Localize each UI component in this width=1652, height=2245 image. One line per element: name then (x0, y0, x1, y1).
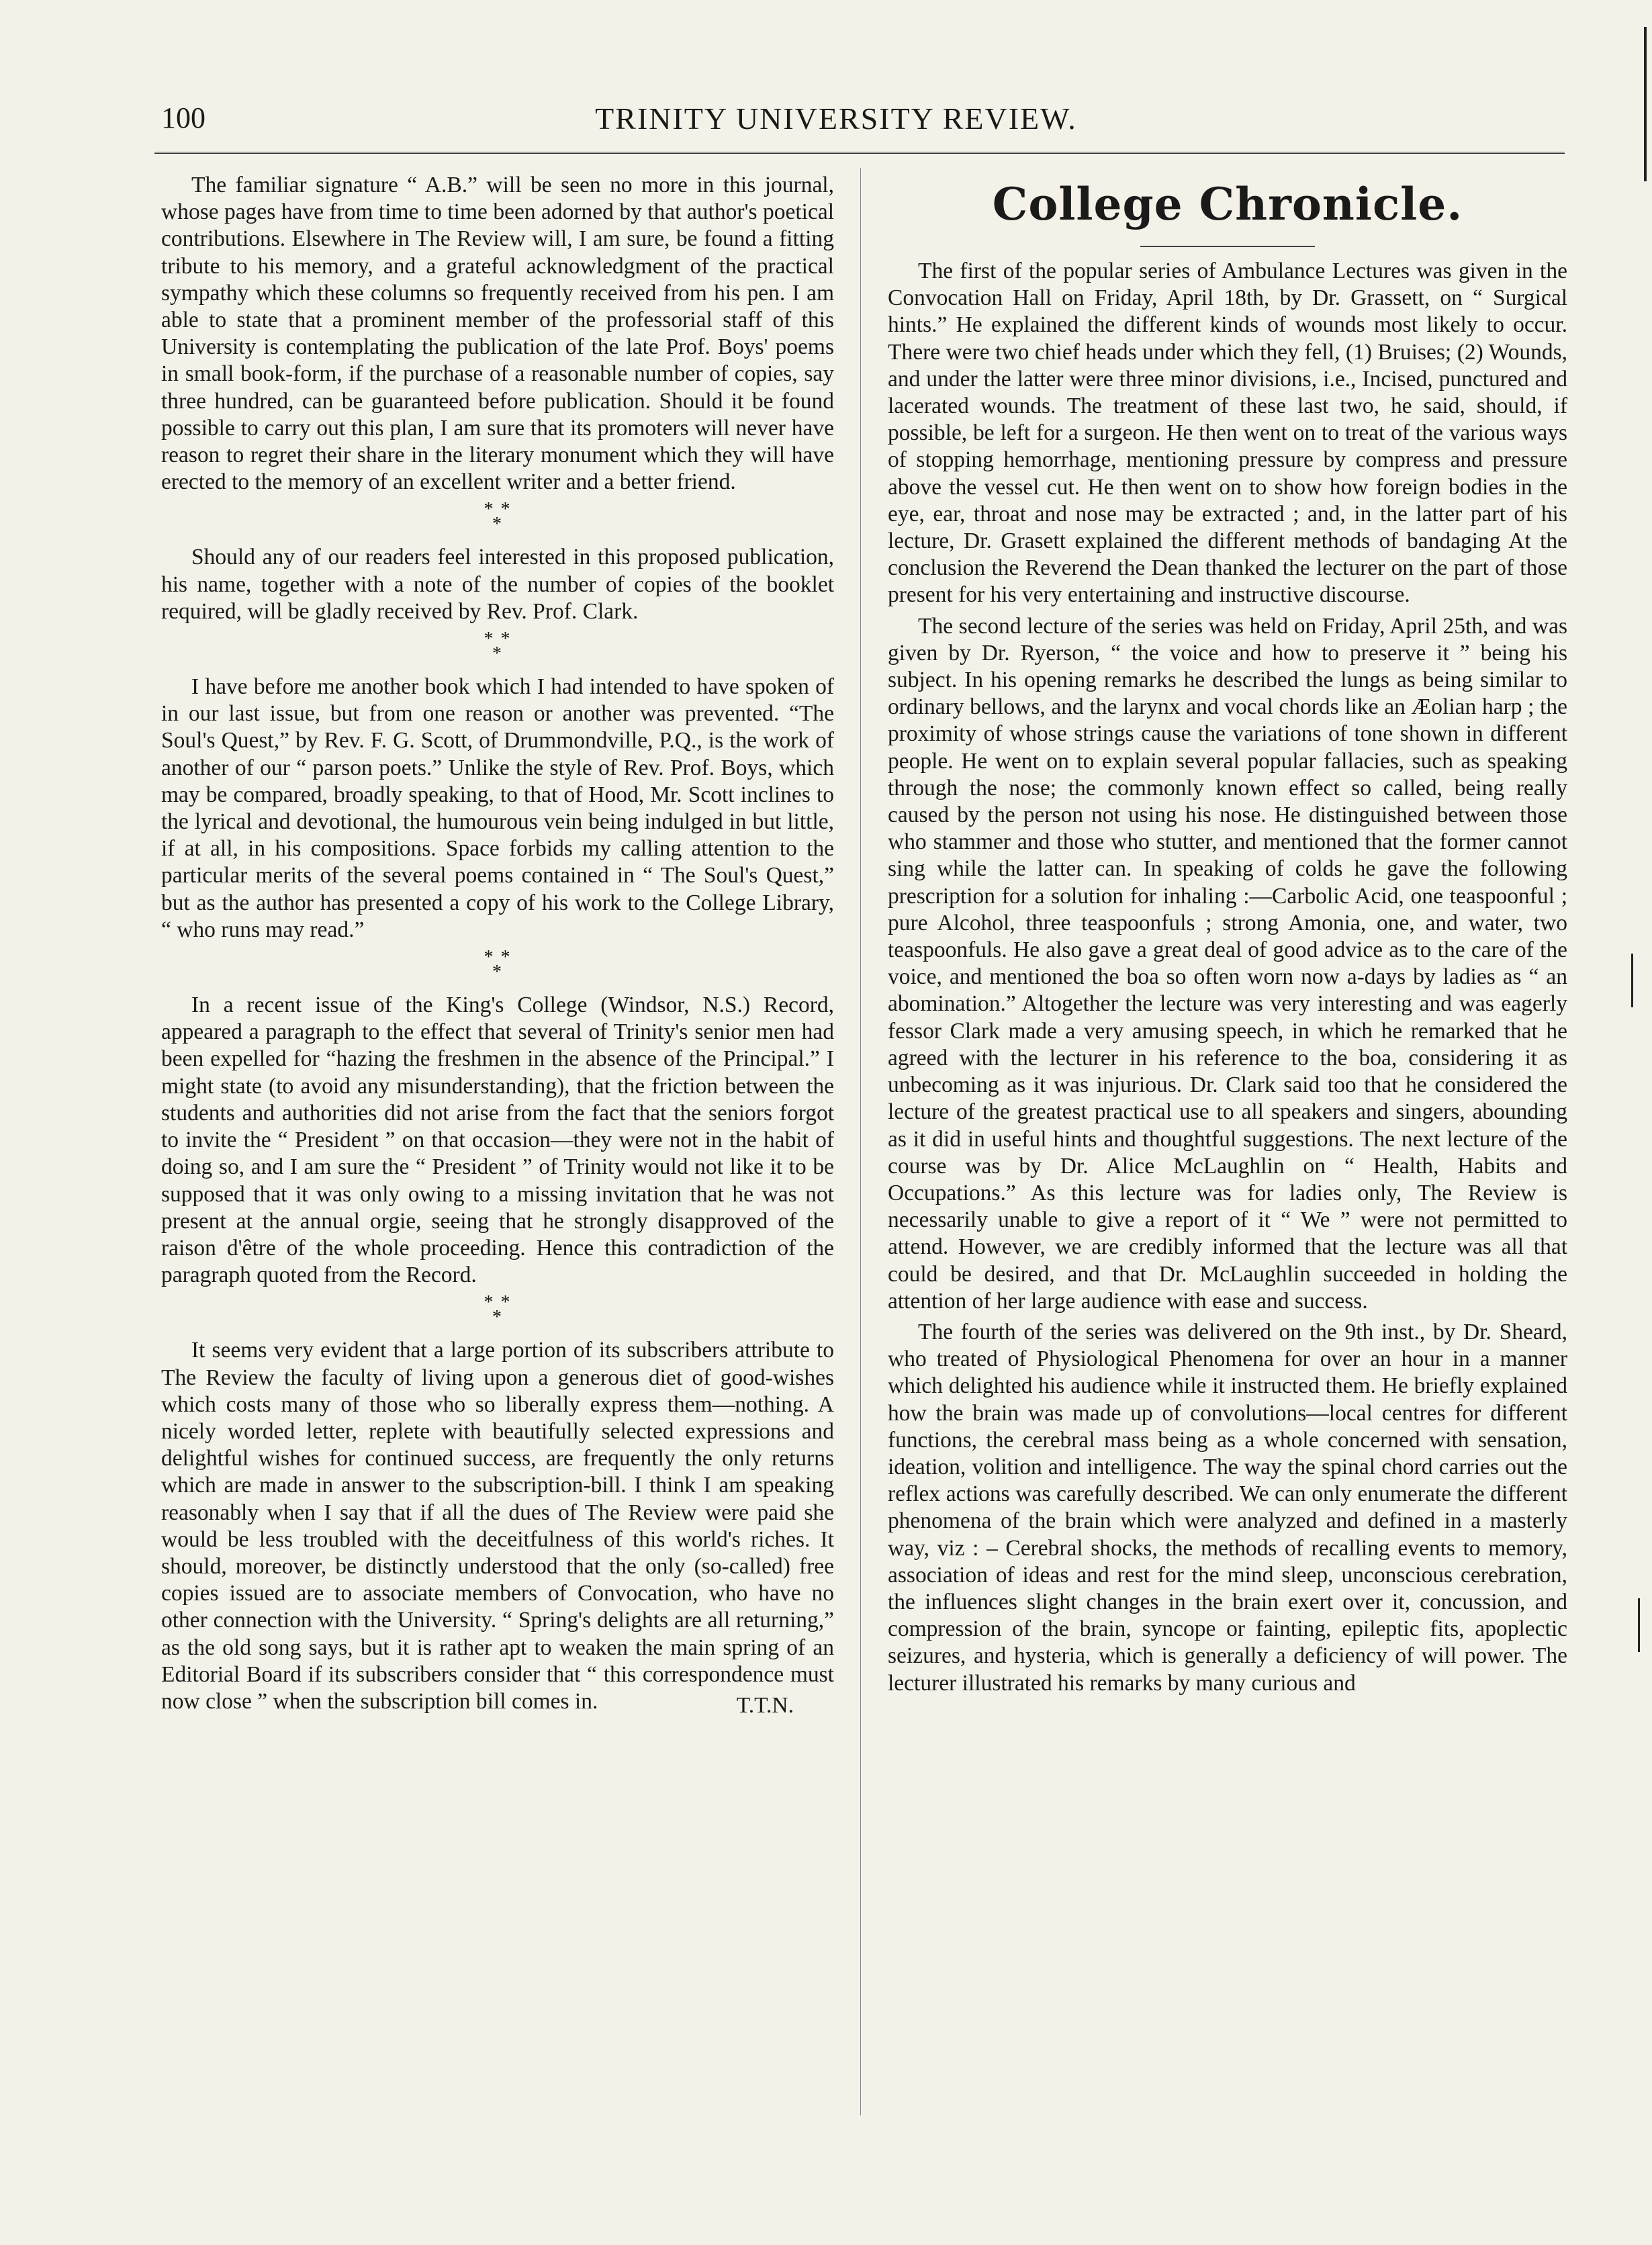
chronicle-paragraph: The fourth of the series was delivered on the 9th inst., by Dr. Sheard, who treated of Physiological Phenomena for over an hour in a manner which delighted his audience while it instructed them. He briefly explained how the brain was made up of convolutions—local centres for different functions, the cerebral mass being as a whole concerned with sensation, ideation, volition and intelligence. The way the spinal chord carries out the reflex actions was carefully described. We can only enumerate the different phenomena of the brain which were analyzed and defined in a masterly way, viz : – Cerebral shocks, the methods of recalling events to memory, association of ideas and rest for the mind sleep, unconscious cerebration, the influences slight changes in the brain exert over it, concussion, and compression of the brain, syncope or fainting, epileptic fits, apoplectic seizures, and hysteria, which is generally a deficiency of will power. The lecturer illustrated his remarks by many curious and (888, 1319, 1567, 1696)
editorial-paragraph: It seems very evident that a large portion of its subscribers attribute to The Review the faculty of living upon a generous diet of good-wishes which costs many of those who so liberally express them—nothing. A nicely worded letter, replete with beautifully selected expressions and delightful wishes for continued success, are frequently the only returns which are made in answer to the subscription-bill. I think I am speaking reasonably when I say that if all the dues of The Review were paid she would be less troubled with the deceitfulness of this world's riches. It should, moreover, be distinctly understood that the only (so-called) free copies issued are to associate members of Convocation, who have no other connection with the University. “ Spring's delights are all returning,” as the old song says, but it is rather apt to weaken the main spring of an Editorial Board if its subscribers consider that “ this correspondence must now close ” when the subscription bill comes in. (161, 1338, 834, 1714)
column-divider (860, 168, 861, 2115)
section-separator: * * * (484, 1292, 512, 1328)
running-title: TRINITY UNIVERSITY REVIEW. (595, 101, 1077, 136)
chronicle-paragraph: The first of the popular series of Ambulance Lectures was given in the Convocation Hall on Friday, April 18th, by Dr. Grassett, on “ Surgical hints.” He explained the different kinds of wounds most likely to occur. There were two chief heads under which they fell, (1) Bruises; (2) Wounds, and under the latter were three minor divisions, i.e., Incised, punctured and lacerated wounds. The treatment of these last two, he said, should, if possible, be left for a surgeon. He then went on to treat of the various ways of stopping hemorrhage, mentioning pressure by compress and pressure above the vessel cut. He then went on to show how foreign bodies in the eye, ear, throat and nose may be extracted ; and, in the latter part of his lecture, Dr. Grasett explained the different methods of bandaging At the conclusion the Reverend the Dean thanked the lecturer on the part of those present for his very entertaining and instructive discourse. (888, 259, 1567, 608)
section-separator: * * * (484, 947, 512, 983)
left-column (161, 172, 834, 1719)
chronicle-paragraph: The second lecture of the series was held on Friday, April 25th, and was given by Dr. Ryerson, “ the voice and how to preserve it ” being his subject. In his opening remarks he described the lungs as being similar to ordinary bellows, and the larynx and vocal chords like an Æolian harp ; the proximity of whose strings cause the variations of tone shown in different people. He went on to explain several popular fallacies, such as speaking through the nose; the commonly known effect so called, being really caused by the person not using his nose. He distinguished between those who stammer and those who stutter, and mentioned that the former cannot sing while the latter can. In speaking of colds he gave the following prescription for a solution for inhaling :—Carbolic Acid, one teaspoonful ; pure Alcohol, three teaspoonfuls ; strong Amonia, one, and water, two teaspoonfuls. He also gave a great deal of good advice as to the care of the voice, and mentioned the boa so often worn now a-days by ladies as “ an abomination.” Altogether the lecture was very interesting and was eagerly fessor Clark made a very amusing speech, in which he remarked that he agreed with the lecturer in his reference to the boa, considering it as unbecoming as it was injurious. Dr. Clark said too that he considered the lecture of the greatest practical use to all speakers and singers, abounding as it did in useful hints and thoughtful suggestions. The next lecture of the course was by Dr. Alice McLaughlin on “ Health, Habits and Occupations.” As this lecture was for ladies only, The Review is necessarily unable to give a report of it “ We ” were not permitted to attend. However, we are credibly informed that the lecture was all that could be desired, and that Dr. McLaughlin succeeded in holding the attention of her large audience with ease and success. (888, 613, 1567, 1314)
editorial-paragraph: I have before me another book which I had intended to have spoken of in our last issue, but from one reason or another was prevented. “The Soul's Quest,” by Rev. F. G. Scott, of Drummondville, P.Q., is the work of another of our “ parson poets.” Unlike the style of Rev. Prof. Boys, which may be compared, broadly speaking, to that of Hood, Mr. Scott inclines to the lyrical and devotional, the humourous vein being indulged in but little, if at all, in his compositions. Space forbids my calling attention to the particular merits of the several poems contained in “ The Soul's Quest,” but as the author has presented a copy of his work to the College Library, “ who runs may read.” (161, 674, 834, 942)
section-heading: College Chronicle. (992, 178, 1463, 230)
scan-edge-mark (1644, 27, 1647, 181)
editorial-paragraph: Should any of our readers feel interested in this proposed publication, his name, together with a note of the number of copies of the booklet required, will be gladly received by Rev. Prof. Clark. (161, 545, 834, 624)
editorial-paragraph: In a recent issue of the King's College (Windsor, N.S.) Record, appeared a paragraph to the effect that several of Trinity's senior men had been expelled for “hazing the freshmen in the absence of the Principal.” I might state (to avoid any misunderstanding), that the friction between the students and authorities did not arise from the fact that the seniors forgot to invite the “ President ” on that occasion—they were not in the habit of doing so, and I am sure the “ President ” of Trinity would not like it to be supposed that it was only owing to a missing invitation that he was not present at the annual orgie, seeing that he strongly disapproved of the raison d'être of the whole proceeding. Hence this contradiction of the paragraph quoted from the Record. (161, 993, 834, 1288)
heading-rule (1140, 246, 1315, 247)
section-separator: * * * (484, 499, 512, 535)
author-signature: T.T.N. (736, 1693, 794, 1719)
scan-edge-mark (1631, 954, 1633, 1007)
section-separator: * * * (484, 629, 512, 665)
page-number: 100 (161, 101, 205, 134)
page-header (161, 101, 1511, 148)
header-rule (154, 152, 1565, 154)
right-column (888, 172, 1567, 1701)
scan-edge-mark (1638, 1598, 1640, 1652)
editorial-paragraph: The familiar signature “ A.B.” will be seen no more in this journal, whose pages have from time to time been adorned by that author's poetical contributions. Elsewhere in The Review will, I am sure, be found a fitting tribute to his memory, and a grateful acknowledgment of the practical sympathy which these columns so frequently received from his pen. I am able to state that a prominent member of the professorial staff of this University is contemplating the publication of the late Prof. Boys' poems in small book-form, if the purchase of a reasonable number of copies, say three hundred, can be guaranteed before publication. Should it be found possible to carry out this plan, I am sure that its promoters will never have reason to regret their share in the literary monument which they will have erected to the memory of an excellent writer and a better friend. (161, 173, 834, 495)
